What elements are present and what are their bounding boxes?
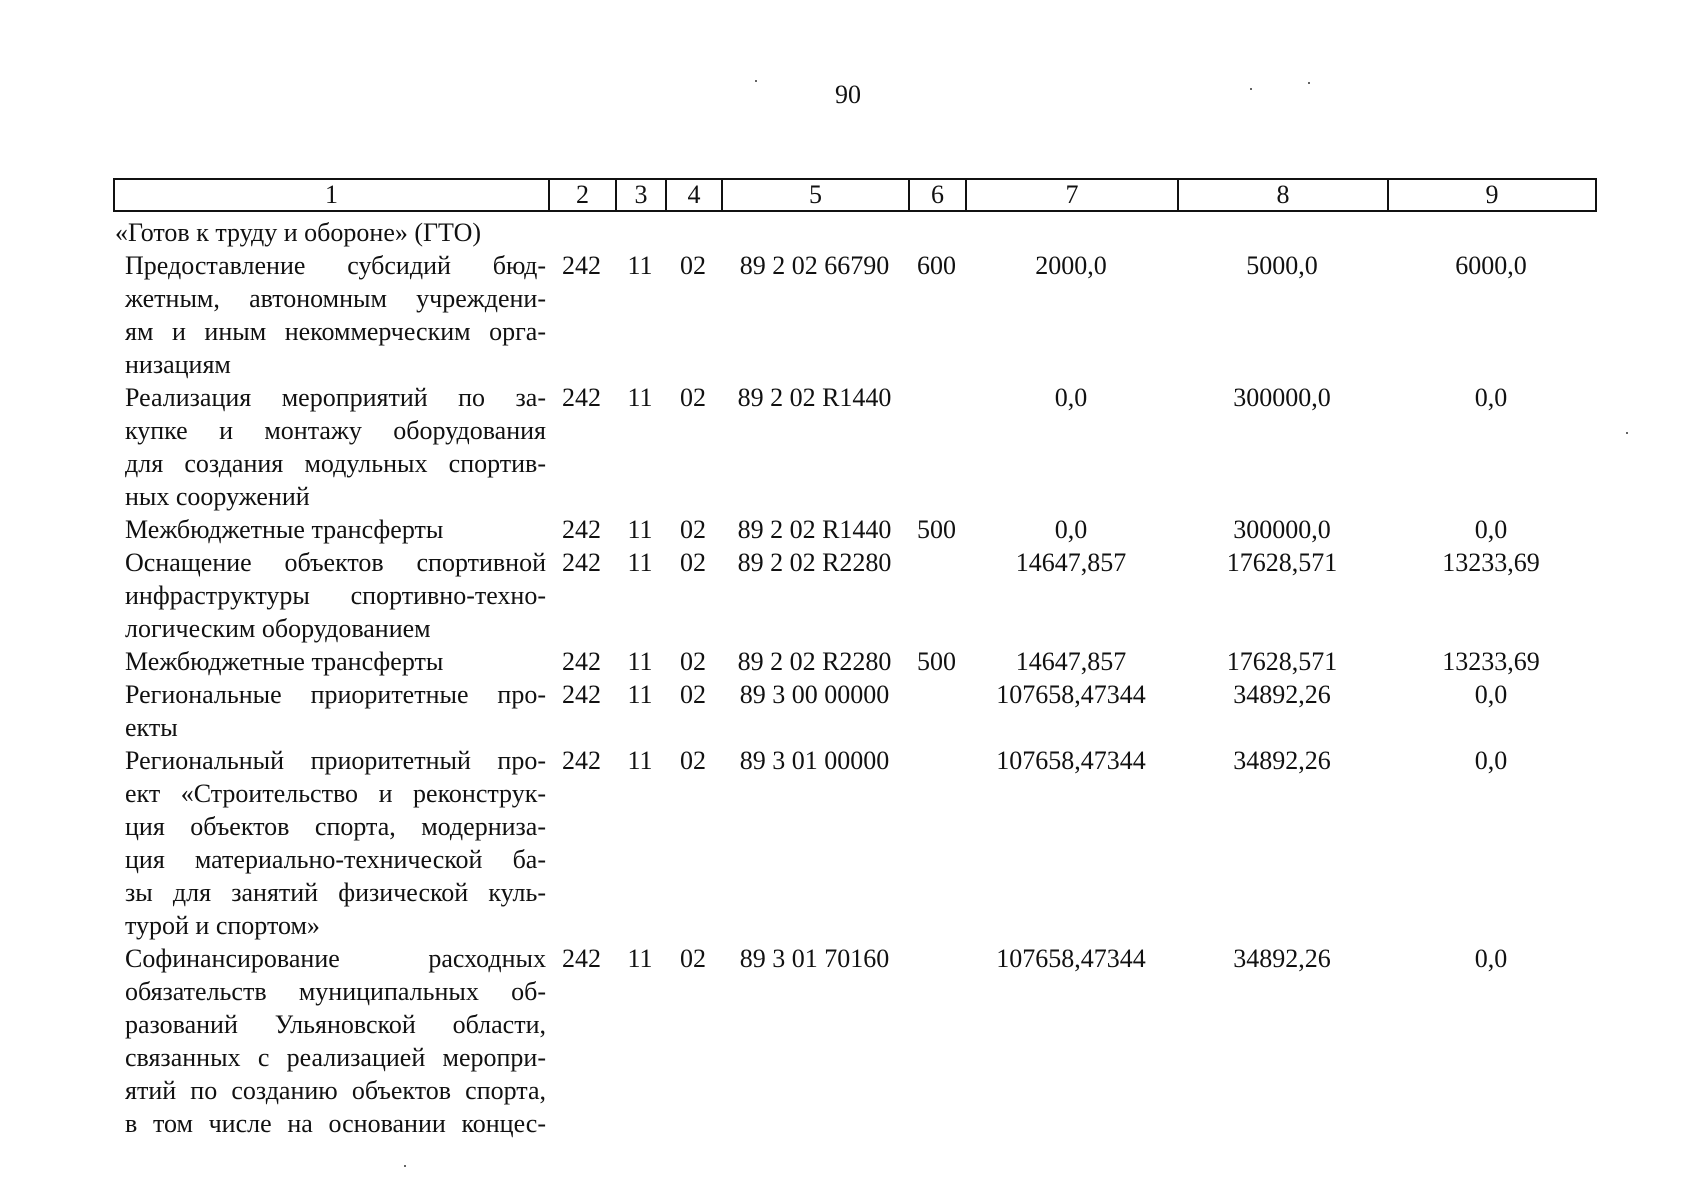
cell-expense-type: 500 (917, 647, 956, 676)
cell-amount-col7: 0,0 (1054, 383, 1088, 412)
cell-amount-col7: 107658,47344 (996, 680, 1146, 709)
cell-target-article: 89 3 00 00000 (739, 680, 890, 709)
cell-section: 11 (627, 251, 653, 280)
row-description (113, 645, 548, 678)
table-row (113, 645, 1595, 678)
column-header-7: 7 (965, 180, 1177, 210)
cell-amount-col9: 6000,0 (1455, 251, 1527, 280)
cell-expense-type: 600 (917, 251, 956, 280)
cell-section: 11 (627, 515, 653, 544)
cell-amount-col7: 107658,47344 (996, 746, 1146, 775)
row-description (113, 249, 548, 381)
cell-subsection: 02 (680, 383, 706, 412)
cell-amount-col7: 2000,0 (1035, 251, 1107, 280)
description-line: купке и монтажу оборудования (125, 416, 546, 445)
scan-speck (1250, 88, 1252, 90)
column-header-9: 9 (1387, 180, 1595, 210)
cell-expense-type: 500 (917, 515, 956, 544)
scan-speck (1308, 82, 1310, 84)
cell-amount-col9: 13233,69 (1442, 647, 1540, 676)
cell-target-article: 89 3 01 70160 (739, 944, 890, 973)
column-header-4: 4 (665, 180, 721, 210)
scan-speck (755, 80, 757, 82)
table-row (113, 942, 1595, 1140)
row-description (113, 942, 548, 1140)
description-line: Реализация мероприятий по за- (125, 383, 546, 412)
cell-amount-col7: 14647,857 (1015, 647, 1127, 676)
row-description (113, 216, 548, 249)
cell-amount-col9: 0,0 (1474, 746, 1508, 775)
cell-amount-col8: 34892,26 (1233, 944, 1331, 973)
description-line: ям и иным некоммерческим орга- (125, 317, 546, 346)
description-line: турой и спортом» (125, 911, 320, 940)
cell-amount-col9: 13233,69 (1442, 548, 1540, 577)
cell-ministry-code: 242 (562, 515, 601, 544)
cell-amount-col7: 107658,47344 (996, 944, 1146, 973)
cell-target-article: 89 2 02 R1440 (737, 515, 892, 544)
cell-amount-col8: 34892,26 (1233, 680, 1331, 709)
cell-ministry-code: 242 (562, 383, 601, 412)
cell-amount-col8: 300000,0 (1233, 515, 1331, 544)
description-line: ект «Строительство и реконструк- (125, 779, 546, 808)
cell-amount-col8: 300000,0 (1233, 383, 1331, 412)
column-header-5: 5 (721, 180, 908, 210)
description-line: Оснащение объектов спортивной (125, 548, 546, 577)
cell-subsection: 02 (680, 680, 706, 709)
column-header-6: 6 (908, 180, 965, 210)
cell-ministry-code: 242 (562, 944, 601, 973)
description-line: Региональный приоритетный про- (125, 746, 546, 775)
column-header-8: 8 (1177, 180, 1387, 210)
cell-target-article: 89 2 02 R2280 (737, 548, 892, 577)
cell-ministry-code: 242 (562, 548, 601, 577)
table-row (113, 546, 1595, 645)
description-line: ятий по созданию объектов спорта, (125, 1076, 546, 1105)
cell-subsection: 02 (680, 548, 706, 577)
cell-section: 11 (627, 548, 653, 577)
cell-subsection: 02 (680, 944, 706, 973)
table-row (113, 744, 1595, 942)
description-line: разований Ульяновской области, (125, 1010, 546, 1039)
description-line: связанных с реализацией меропри- (125, 1043, 546, 1072)
cell-target-article: 89 3 01 00000 (739, 746, 890, 775)
description-line: «Готов к труду и обороне» (ГТО) (115, 218, 482, 247)
description-line: Предоставление субсидий бюд- (125, 251, 546, 280)
cell-subsection: 02 (680, 746, 706, 775)
cell-target-article: 89 2 02 66790 (739, 251, 890, 280)
description-line: Региональные приоритетные про- (125, 680, 546, 709)
row-description (113, 744, 548, 942)
row-description (113, 678, 548, 744)
cell-ministry-code: 242 (562, 746, 601, 775)
cell-section: 11 (627, 680, 653, 709)
cell-amount-col7: 14647,857 (1015, 548, 1127, 577)
description-line: Софинансирование расходных (125, 944, 546, 973)
cell-target-article: 89 2 02 R2280 (737, 647, 892, 676)
cell-section: 11 (627, 944, 653, 973)
row-description (113, 513, 548, 546)
description-line: ция объектов спорта, модерниза- (125, 812, 546, 841)
description-line: екты (125, 713, 178, 742)
cell-amount-col8: 34892,26 (1233, 746, 1331, 775)
cell-amount-col9: 0,0 (1474, 680, 1508, 709)
cell-section: 11 (627, 383, 653, 412)
description-line: низациям (125, 350, 231, 379)
description-line: для создания модульных спортив- (125, 449, 546, 478)
description-line: Межбюджетные трансферты (125, 515, 444, 544)
table-row (113, 513, 1595, 546)
column-header-3: 3 (615, 180, 665, 210)
description-line: ных сооружений (125, 482, 310, 511)
table-row (113, 249, 1595, 381)
cell-subsection: 02 (680, 515, 706, 544)
cell-section: 11 (627, 746, 653, 775)
column-header-1: 1 (325, 180, 338, 209)
table-header (113, 178, 1597, 212)
row-description (113, 546, 548, 645)
cell-subsection: 02 (680, 647, 706, 676)
scan-speck (404, 1165, 406, 1167)
cell-target-article: 89 2 02 R1440 (737, 383, 892, 412)
row-description (113, 381, 548, 513)
description-line: логическим оборудованием (125, 614, 431, 643)
cell-amount-col9: 0,0 (1474, 515, 1508, 544)
cell-amount-col8: 17628,571 (1226, 548, 1338, 577)
cell-amount-col9: 0,0 (1474, 383, 1508, 412)
cell-section: 11 (627, 647, 653, 676)
description-line: обязательств муниципальных об- (125, 977, 546, 1006)
cell-amount-col8: 17628,571 (1226, 647, 1338, 676)
page-number: 90 (835, 80, 861, 109)
column-header-2: 2 (548, 180, 615, 210)
description-line: зы для занятий физической куль- (125, 878, 546, 907)
table-body (113, 216, 1595, 1140)
table-row (113, 216, 1595, 249)
cell-amount-col8: 5000,0 (1246, 251, 1318, 280)
description-line: Межбюджетные трансферты (125, 647, 444, 676)
table-row (113, 678, 1595, 744)
cell-amount-col7: 0,0 (1054, 515, 1088, 544)
scan-speck (1626, 432, 1628, 434)
cell-ministry-code: 242 (562, 647, 601, 676)
cell-ministry-code: 242 (562, 251, 601, 280)
cell-ministry-code: 242 (562, 680, 601, 709)
cell-subsection: 02 (680, 251, 706, 280)
description-line: ция материально-технической ба- (125, 845, 546, 874)
cell-amount-col9: 0,0 (1474, 944, 1508, 973)
table-row (113, 381, 1595, 513)
description-line: жетным, автономным учреждени- (125, 284, 546, 313)
description-line: в том числе на основании концес- (125, 1109, 546, 1138)
description-line: инфраструктуры спортивно-техно- (125, 581, 546, 610)
